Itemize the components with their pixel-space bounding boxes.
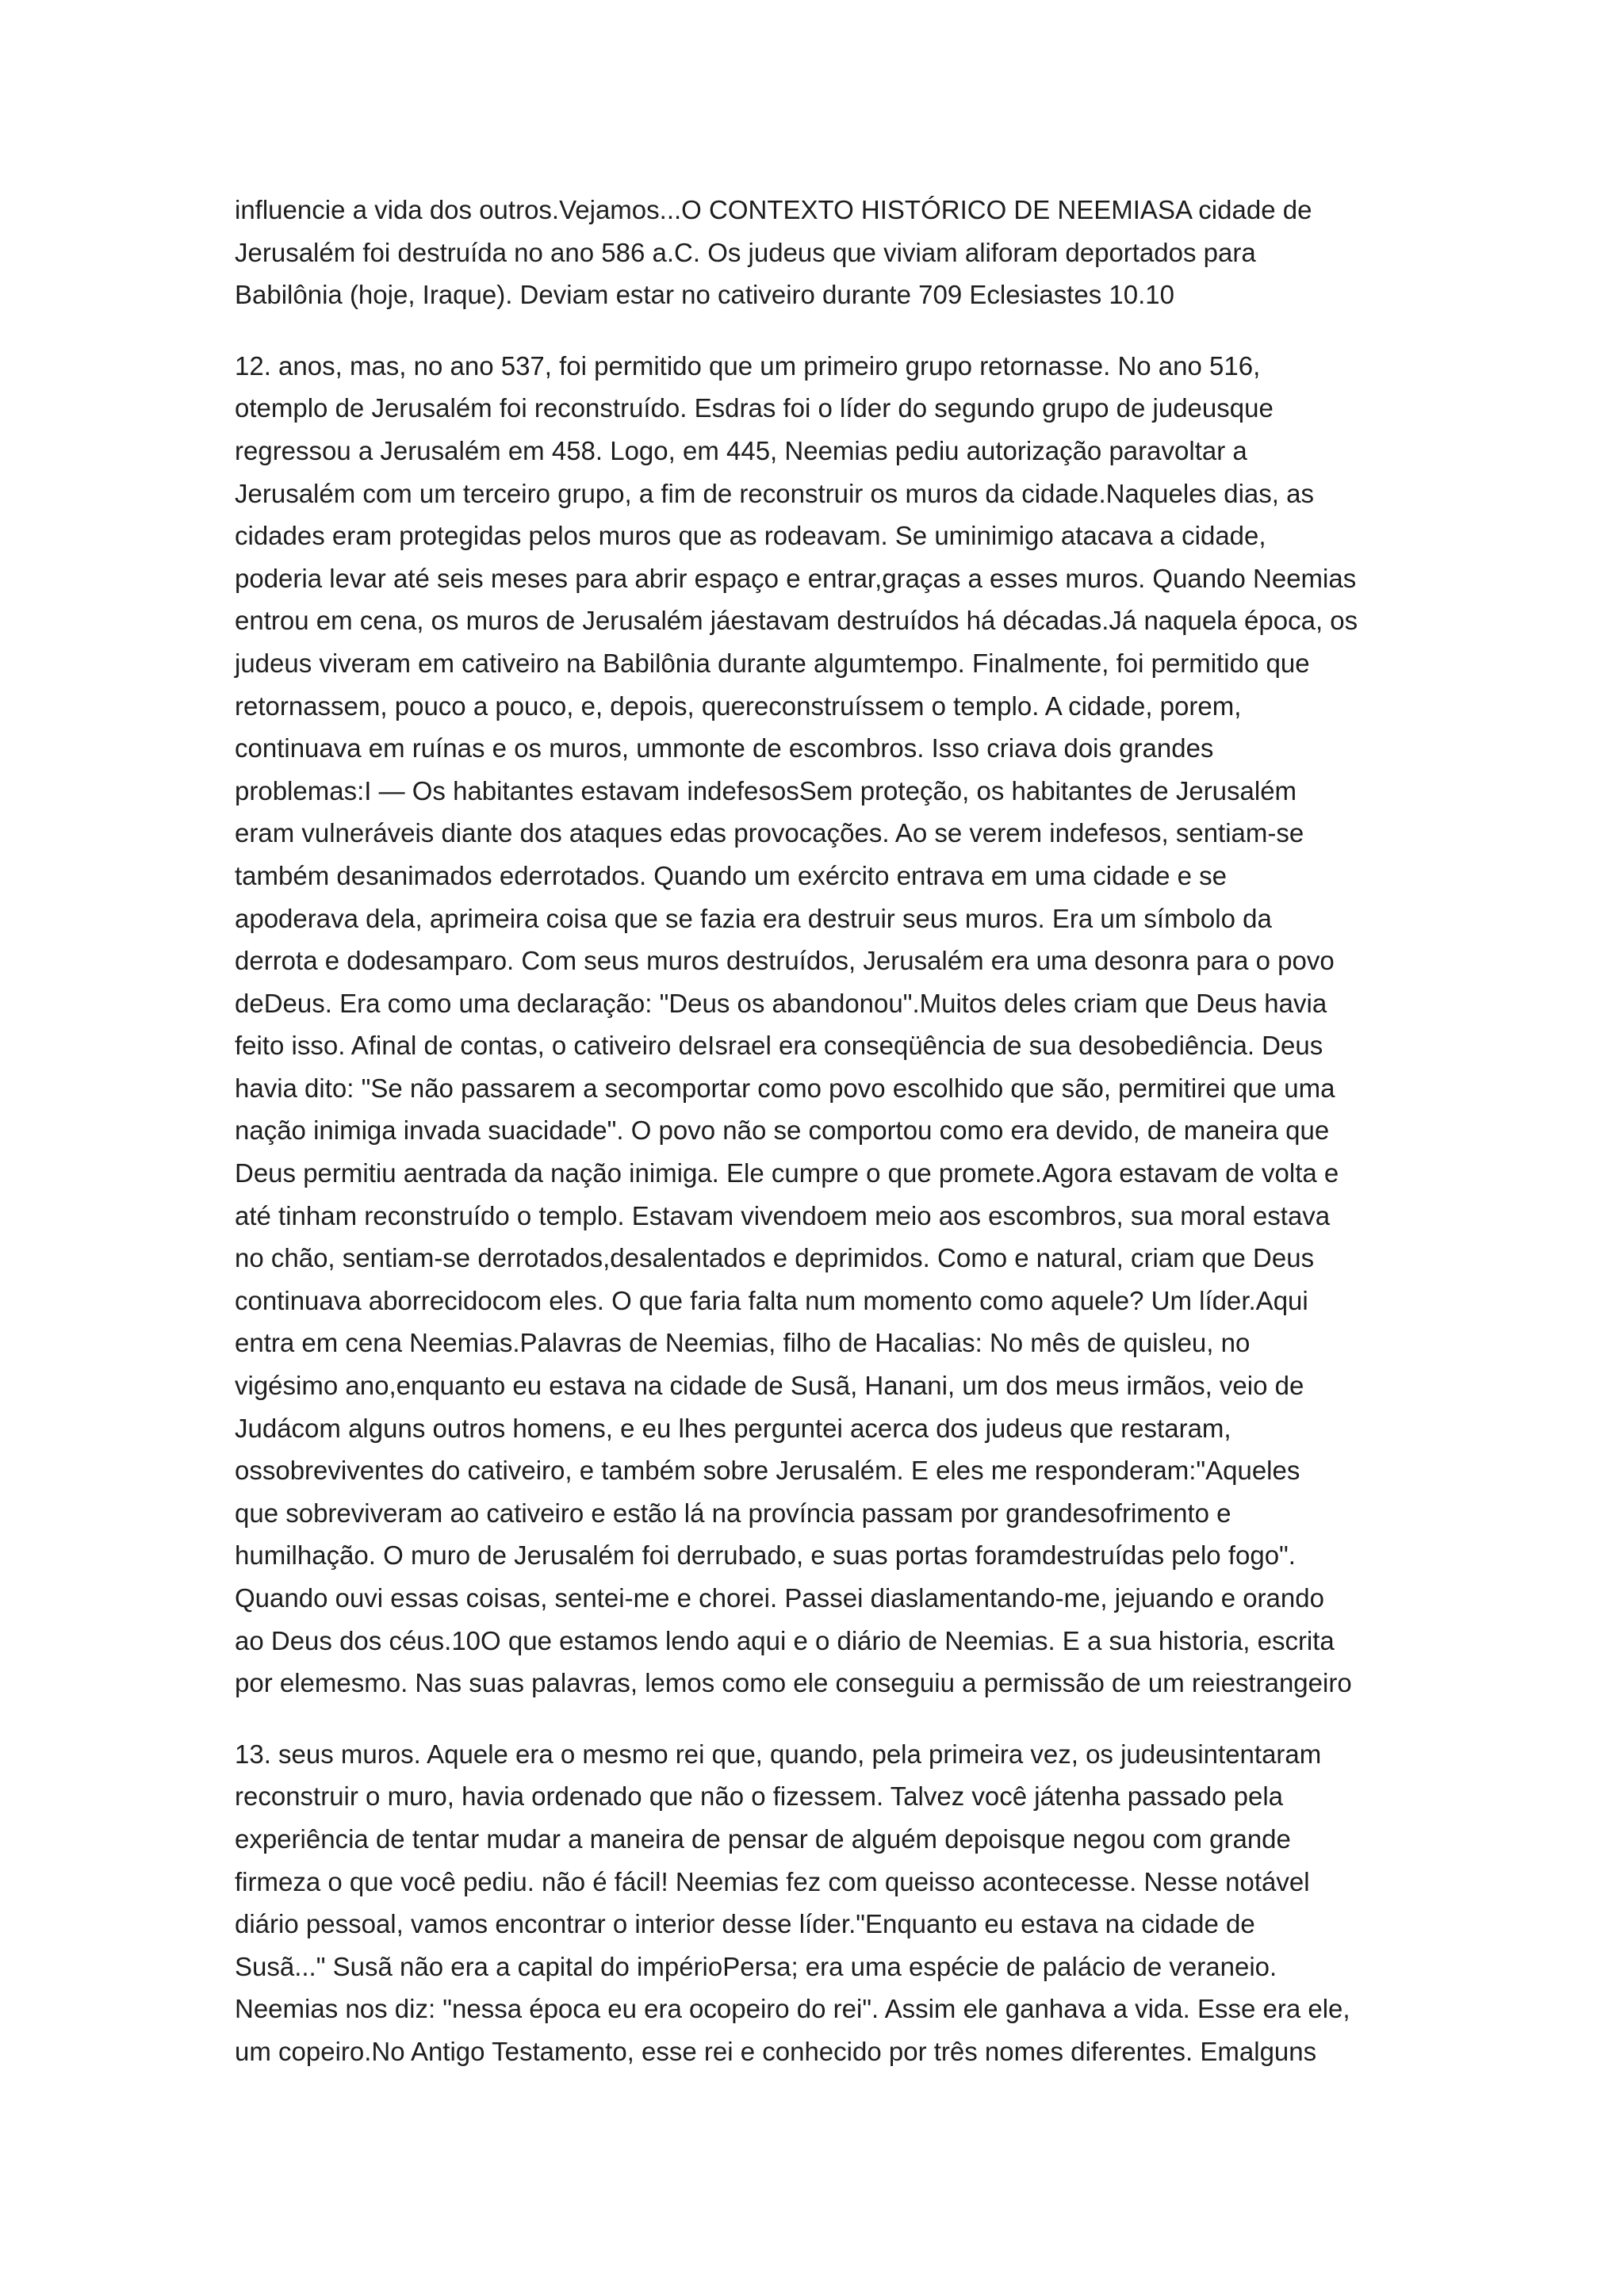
document-page [235, 189, 1416, 2102]
text-line: nação inimiga invada suacidade". O povo não se comportou como era devido, de maneira que [235, 1115, 1330, 1146]
paragraph [235, 189, 1416, 316]
text-line: entra em cena Neemias.Palavras de Neemias, filho de Hacalias: No mês de quisleu, no [235, 1328, 1251, 1358]
text-line: ao Deus dos céus.10O que estamos lendo aqui e o diário de Neemias. E a sua historia, escrita [235, 1625, 1335, 1655]
text-line: por elemesmo. Nas suas palavras, lemos como ele conseguiu a permissão de um reiestrangeiro [235, 1668, 1352, 1698]
text-line: também desanimados ederrotados. Quando um exército entrava em uma cidade e se [235, 860, 1228, 890]
text-line: derrota e dodesamparo. Com seus muros destruídos, Jerusalém era uma desonra para o povo [235, 946, 1335, 976]
text-line: eram vulneráveis diante dos ataques edas provocações. Ao se verem indefesos, sentiam-se [235, 818, 1304, 848]
text-line: apoderava dela, aprimeira coisa que se fazia era destruir seus muros. Era um símbolo da [235, 903, 1272, 933]
text-line: Susã..." Susã não era a capital do impérioPersa; era uma espécie de palácio de veraneio. [235, 1951, 1277, 1981]
text-line: Quando ouvi essas coisas, sentei-me e chorei. Passei diaslamentando-me, jejuando e orando [235, 1583, 1324, 1613]
text-line: deDeus. Era como uma declaração: "Deus os abandonou".Muitos deles criam que Deus havia [235, 988, 1327, 1018]
text-line: Deus permitiu aentrada da nação inimiga. Ele cumpre o que promete.Agora estavam de volta e [235, 1158, 1339, 1188]
text-line: otemplo de Jerusalém foi reconstruído. Esdras foi o líder do segundo grupo de judeusque [235, 393, 1274, 423]
text-line: entrou em cena, os muros de Jerusalém jáestavam destruídos há décadas.Já naquela época, os [235, 606, 1358, 636]
text-line: judeus viveram em cativeiro na Babilônia durante algumtempo. Finalmente, foi permitido que [235, 648, 1310, 678]
text-line: Babilônia (hoje, Iraque). Deviam estar no cativeiro durante 709 Eclesiastes 10.10 [235, 280, 1175, 310]
text-line: cidades eram protegidas pelos muros que as rodeavam. Se uminimigo atacava a cidade, [235, 521, 1266, 551]
text-line: influencie a vida dos outros.Vejamos...O CONTEXTO HISTÓRICO DE NEEMIASA cidade de [235, 195, 1312, 224]
text-line: ossobreviventes do cativeiro, e também sobre Jerusalém. E eles me responderam:"Aqueles [235, 1456, 1300, 1486]
text-line: diário pessoal, vamos encontrar o interior desse líder."Enquanto eu estava na cidade de [235, 1909, 1255, 1939]
text-line: continuava aborrecidocom eles. O que faria falta num momento como aquele? Um líder.Aqui [235, 1285, 1308, 1315]
text-line: até tinham reconstruído o templo. Estavam vivendoem meio aos escombros, sua moral estava [235, 1200, 1331, 1230]
paragraph [235, 345, 1416, 1705]
text-line: firmeza o que você pediu. não é fácil! Neemias fez com queisso acontecesse. Nesse notável [235, 1866, 1310, 1896]
text-line: que sobreviveram ao cativeiro e estão lá na província passam por grandesofrimento e [235, 1498, 1231, 1528]
text-line: humilhação. O muro de Jerusalém foi derrubado, e suas portas foramdestruídas pelo fogo". [235, 1540, 1296, 1571]
text-line: Jerusalém foi destruída no ano 586 a.C. Os judeus que viviam aliforam deportados para [235, 237, 1256, 267]
text-line: regressou a Jerusalém em 458. Logo, em 445, Neemias pediu autorização paravoltar a [235, 435, 1247, 465]
text-line: Jerusalém com um terceiro grupo, a fim de reconstruir os muros da cidade.Naqueles dias, as [235, 478, 1314, 508]
text-line: Neemias nos diz: "nessa época eu era ocopeiro do rei". Assim ele ganhava a vida. Esse era ele, [235, 1994, 1350, 2024]
text-line: poderia levar até seis meses para abrir espaço e entrar,graças a esses muros. Quando Neemias [235, 563, 1357, 593]
text-line: 12. anos, mas, no ano 537, foi permitido que um primeiro grupo retornasse. No ano 516, [235, 350, 1261, 381]
text-line: 13. seus muros. Aquele era o mesmo rei que, quando, pela primeira vez, os judeusintentaram [235, 1739, 1322, 1769]
text-line: um copeiro.No Antigo Testamento, esse rei e conhecido por três nomes diferentes. Emalguns [235, 2036, 1317, 2066]
text-line: vigésimo ano,enquanto eu estava na cidade de Susã, Hanani, um dos meus irmãos, veio de [235, 1371, 1304, 1401]
text-line: reconstruir o muro, havia ordenado que não o fizessem. Talvez você játenha passado pela [235, 1781, 1284, 1812]
text-line: no chão, sentiam-se derrotados,desalentados e deprimidos. Como e natural, criam que Deus [235, 1243, 1315, 1273]
text-line: continuava em ruínas e os muros, ummonte de escombros. Isso criava dois grandes [235, 733, 1214, 763]
text-line: havia dito: "Se não passarem a secomportar como povo escolhido que são, permitirei que uma [235, 1073, 1335, 1103]
text-line: Judácom alguns outros homens, e eu lhes perguntei acerca dos judeus que restaram, [235, 1413, 1231, 1443]
text-line: problemas:I — Os habitantes estavam indefesosSem proteção, os habitantes de Jerusalém [235, 775, 1297, 806]
paragraph [235, 1733, 1416, 2073]
text-line: experiência de tentar mudar a maneira de pensar de alguém depoisque negou com grande [235, 1823, 1291, 1854]
text-line: feito isso. Afinal de contas, o cativeiro deIsrael era conseqüência de sua desobediência. Deus [235, 1031, 1323, 1061]
text-line: retornassem, pouco a pouco, e, depois, quereconstruíssem o templo. A cidade, porem, [235, 691, 1242, 721]
